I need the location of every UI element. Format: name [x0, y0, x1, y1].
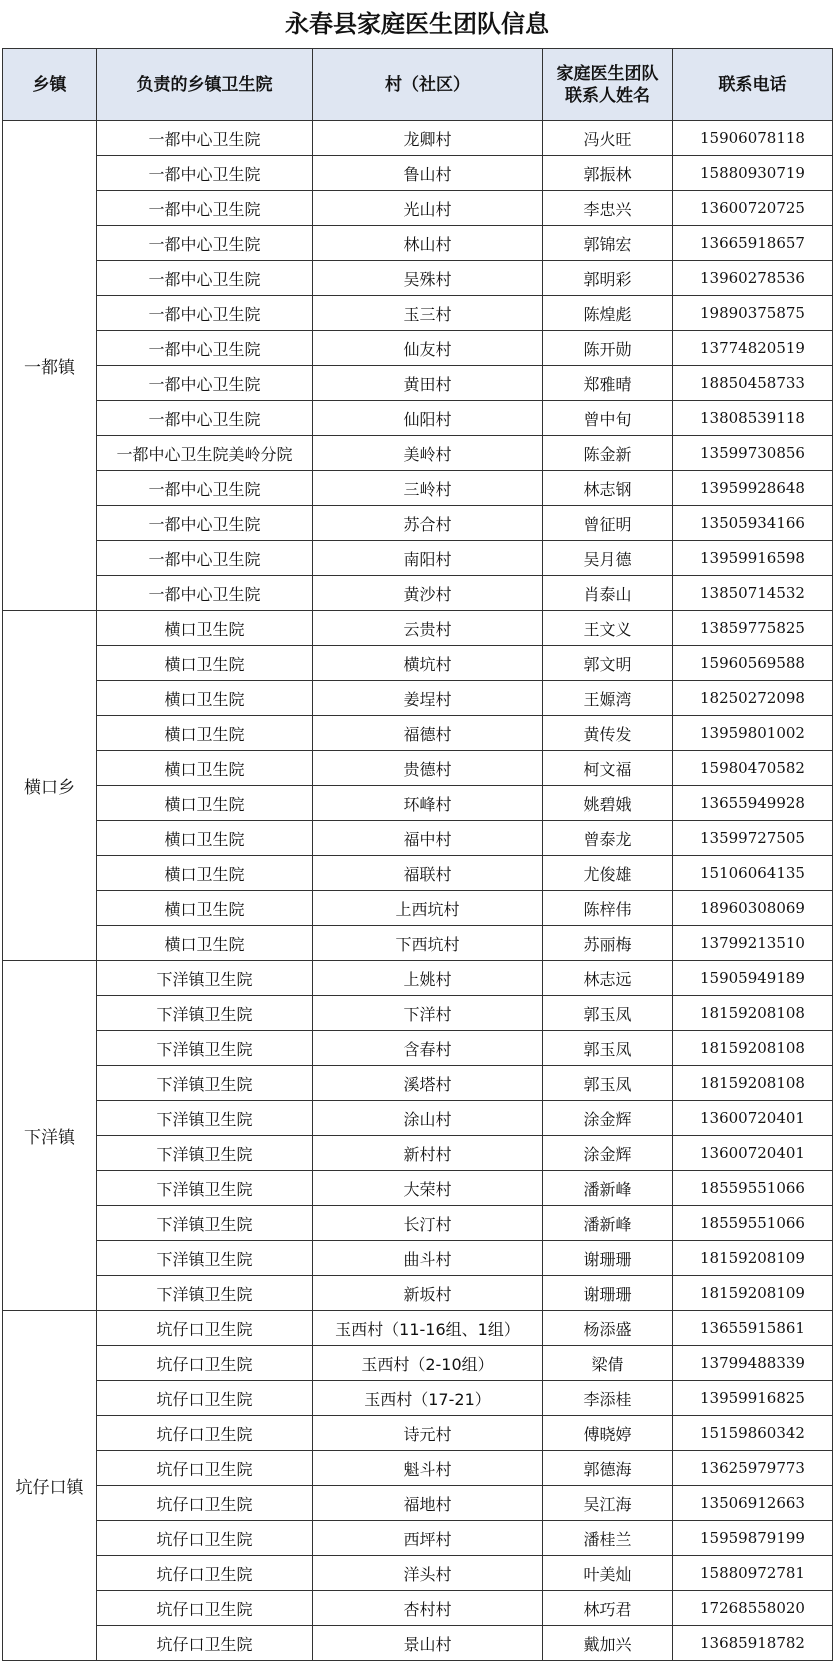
table-row	[3, 226, 833, 261]
village-cell: 云贵村	[313, 611, 543, 646]
contact-cell: 陈开勋	[543, 331, 673, 366]
table-row	[3, 1241, 833, 1276]
contact-cell: 吴江海	[543, 1486, 673, 1521]
contact-cell: 涂金辉	[543, 1101, 673, 1136]
table-row	[3, 121, 833, 156]
contact-cell: 梁倩	[543, 1346, 673, 1381]
phone-cell: 13959801002	[673, 716, 833, 751]
contact-cell: 陈梓伟	[543, 891, 673, 926]
contact-cell: 吴月德	[543, 541, 673, 576]
village-cell: 三岭村	[313, 471, 543, 506]
phone-cell: 18250272098	[673, 681, 833, 716]
town-cell: 横口乡	[3, 611, 97, 961]
hospital-cell: 一都中心卫生院	[97, 471, 313, 506]
village-cell: 溪塔村	[313, 1066, 543, 1101]
table-row	[3, 716, 833, 751]
village-cell: 洋头村	[313, 1556, 543, 1591]
contact-cell: 曾泰龙	[543, 821, 673, 856]
hospital-cell: 坑仔口卫生院	[97, 1346, 313, 1381]
phone-cell: 15906078118	[673, 121, 833, 156]
phone-cell: 13506912663	[673, 1486, 833, 1521]
table-row	[3, 891, 833, 926]
hospital-cell: 横口卫生院	[97, 821, 313, 856]
phone-cell: 13599730856	[673, 436, 833, 471]
phone-cell: 13600720401	[673, 1101, 833, 1136]
header-contact-line2: 联系人姓名	[565, 85, 650, 106]
phone-cell: 13850714532	[673, 576, 833, 611]
village-cell: 龙卿村	[313, 121, 543, 156]
hospital-cell: 下洋镇卫生院	[97, 1276, 313, 1311]
phone-cell: 13799488339	[673, 1346, 833, 1381]
contact-cell: 郭锦宏	[543, 226, 673, 261]
contact-cell: 郭德海	[543, 1451, 673, 1486]
village-cell: 下洋村	[313, 996, 543, 1031]
contact-cell: 陈煌彪	[543, 296, 673, 331]
table-row	[3, 436, 833, 471]
phone-cell: 13655949928	[673, 786, 833, 821]
contact-cell: 郭文明	[543, 646, 673, 681]
village-cell: 姜埕村	[313, 681, 543, 716]
village-cell: 玉西村（17-21）	[313, 1381, 543, 1416]
phone-cell: 15980470582	[673, 751, 833, 786]
hospital-cell: 下洋镇卫生院	[97, 1241, 313, 1276]
table-row	[3, 506, 833, 541]
table-row	[3, 1486, 833, 1521]
hospital-cell: 坑仔口卫生院	[97, 1556, 313, 1591]
village-cell: 新坂村	[313, 1276, 543, 1311]
hospital-cell: 坑仔口卫生院	[97, 1381, 313, 1416]
hospital-cell: 一都中心卫生院美岭分院	[97, 436, 313, 471]
village-cell: 仙阳村	[313, 401, 543, 436]
header-row	[3, 49, 833, 121]
village-cell: 福地村	[313, 1486, 543, 1521]
hospital-cell: 坑仔口卫生院	[97, 1311, 313, 1346]
contact-cell: 苏丽梅	[543, 926, 673, 961]
village-cell: 南阳村	[313, 541, 543, 576]
hospital-cell: 坑仔口卫生院	[97, 1486, 313, 1521]
hospital-cell: 一都中心卫生院	[97, 401, 313, 436]
table-row	[3, 1171, 833, 1206]
table-row	[3, 576, 833, 611]
village-cell: 贵德村	[313, 751, 543, 786]
phone-cell: 13625979773	[673, 1451, 833, 1486]
table-row	[3, 961, 833, 996]
village-cell: 吴殊村	[313, 261, 543, 296]
contact-cell: 郭振林	[543, 156, 673, 191]
village-cell: 福中村	[313, 821, 543, 856]
phone-cell: 13959916825	[673, 1381, 833, 1416]
village-cell: 涂山村	[313, 1101, 543, 1136]
table-row	[3, 1206, 833, 1241]
village-cell: 诗元村	[313, 1416, 543, 1451]
village-cell: 魁斗村	[313, 1451, 543, 1486]
hospital-cell: 下洋镇卫生院	[97, 1171, 313, 1206]
table-row	[3, 646, 833, 681]
family-doctor-table	[2, 48, 833, 1661]
village-cell: 上西坑村	[313, 891, 543, 926]
phone-cell: 13960278536	[673, 261, 833, 296]
table-row	[3, 1381, 833, 1416]
contact-cell: 陈金新	[543, 436, 673, 471]
contact-cell: 曾中旬	[543, 401, 673, 436]
table-row	[3, 611, 833, 646]
village-cell: 杏村村	[313, 1591, 543, 1626]
phone-cell: 15960569588	[673, 646, 833, 681]
hospital-cell: 一都中心卫生院	[97, 296, 313, 331]
contact-cell: 潘新峰	[543, 1206, 673, 1241]
phone-cell: 13505934166	[673, 506, 833, 541]
phone-cell: 17268558020	[673, 1591, 833, 1626]
table-row	[3, 821, 833, 856]
village-cell: 长汀村	[313, 1206, 543, 1241]
phone-cell: 18159208108	[673, 996, 833, 1031]
contact-cell: 冯火旺	[543, 121, 673, 156]
phone-cell: 18159208108	[673, 1031, 833, 1066]
table-row	[3, 1556, 833, 1591]
table-row	[3, 1066, 833, 1101]
header-contact	[543, 49, 673, 121]
hospital-cell: 坑仔口卫生院	[97, 1416, 313, 1451]
table-row	[3, 1276, 833, 1311]
contact-cell: 郑雅晴	[543, 366, 673, 401]
hospital-cell: 一都中心卫生院	[97, 366, 313, 401]
contact-cell: 李忠兴	[543, 191, 673, 226]
village-cell: 玉西村（11-16组、1组）	[313, 1311, 543, 1346]
table-row	[3, 1346, 833, 1381]
hospital-cell: 下洋镇卫生院	[97, 961, 313, 996]
contact-cell: 林巧君	[543, 1591, 673, 1626]
hospital-cell: 下洋镇卫生院	[97, 1206, 313, 1241]
phone-cell: 15106064135	[673, 856, 833, 891]
phone-cell: 18559551066	[673, 1171, 833, 1206]
town-cell: 坑仔口镇	[3, 1311, 97, 1661]
phone-cell: 13665918657	[673, 226, 833, 261]
village-cell: 福联村	[313, 856, 543, 891]
table-row	[3, 1031, 833, 1066]
table-row	[3, 926, 833, 961]
village-cell: 大荣村	[313, 1171, 543, 1206]
village-cell: 福德村	[313, 716, 543, 751]
phone-cell: 18960308069	[673, 891, 833, 926]
contact-cell: 谢珊珊	[543, 1241, 673, 1276]
contact-cell: 姚碧娥	[543, 786, 673, 821]
phone-cell: 13859775825	[673, 611, 833, 646]
hospital-cell: 一都中心卫生院	[97, 261, 313, 296]
contact-cell: 林志钢	[543, 471, 673, 506]
village-cell: 环峰村	[313, 786, 543, 821]
village-cell: 曲斗村	[313, 1241, 543, 1276]
phone-cell: 19890375875	[673, 296, 833, 331]
contact-cell: 王嫄湾	[543, 681, 673, 716]
village-cell: 玉西村（2-10组）	[313, 1346, 543, 1381]
header-town: 乡镇	[3, 49, 97, 121]
table-row	[3, 261, 833, 296]
table-row	[3, 681, 833, 716]
table-row	[3, 191, 833, 226]
table-row	[3, 786, 833, 821]
village-cell: 光山村	[313, 191, 543, 226]
hospital-cell: 一都中心卫生院	[97, 576, 313, 611]
table-row	[3, 401, 833, 436]
hospital-cell: 一都中心卫生院	[97, 541, 313, 576]
header-village: 村（社区）	[313, 49, 543, 121]
phone-cell: 13655915861	[673, 1311, 833, 1346]
phone-cell: 13959928648	[673, 471, 833, 506]
hospital-cell: 下洋镇卫生院	[97, 1031, 313, 1066]
contact-cell: 戴加兴	[543, 1626, 673, 1661]
phone-cell: 13808539118	[673, 401, 833, 436]
village-cell: 含春村	[313, 1031, 543, 1066]
contact-cell: 柯文福	[543, 751, 673, 786]
hospital-cell: 下洋镇卫生院	[97, 1101, 313, 1136]
table-row	[3, 296, 833, 331]
hospital-cell: 下洋镇卫生院	[97, 1066, 313, 1101]
contact-cell: 肖泰山	[543, 576, 673, 611]
table-row	[3, 856, 833, 891]
phone-cell: 15159860342	[673, 1416, 833, 1451]
contact-cell: 杨添盛	[543, 1311, 673, 1346]
hospital-cell: 横口卫生院	[97, 891, 313, 926]
contact-cell: 潘新峰	[543, 1171, 673, 1206]
village-cell: 黄田村	[313, 366, 543, 401]
village-cell: 鲁山村	[313, 156, 543, 191]
hospital-cell: 横口卫生院	[97, 751, 313, 786]
phone-cell: 13799213510	[673, 926, 833, 961]
contact-cell: 黄传发	[543, 716, 673, 751]
village-cell: 景山村	[313, 1626, 543, 1661]
hospital-cell: 坑仔口卫生院	[97, 1626, 313, 1661]
contact-cell: 傅晓婷	[543, 1416, 673, 1451]
phone-cell: 13685918782	[673, 1626, 833, 1661]
phone-cell: 13600720725	[673, 191, 833, 226]
village-cell: 黄沙村	[313, 576, 543, 611]
contact-cell: 潘桂兰	[543, 1521, 673, 1556]
phone-cell: 13959916598	[673, 541, 833, 576]
table-row	[3, 1101, 833, 1136]
phone-cell: 13599727505	[673, 821, 833, 856]
phone-cell: 18559551066	[673, 1206, 833, 1241]
village-cell: 玉三村	[313, 296, 543, 331]
contact-cell: 郭玉凤	[543, 996, 673, 1031]
hospital-cell: 横口卫生院	[97, 786, 313, 821]
phone-cell: 13600720401	[673, 1136, 833, 1171]
phone-cell: 18159208108	[673, 1066, 833, 1101]
hospital-cell: 一都中心卫生院	[97, 226, 313, 261]
table-row	[3, 1521, 833, 1556]
village-cell: 仙友村	[313, 331, 543, 366]
hospital-cell: 一都中心卫生院	[97, 191, 313, 226]
hospital-cell: 下洋镇卫生院	[97, 996, 313, 1031]
table-row	[3, 1626, 833, 1661]
hospital-cell: 一都中心卫生院	[97, 156, 313, 191]
phone-cell: 15880972781	[673, 1556, 833, 1591]
village-cell: 新村村	[313, 1136, 543, 1171]
hospital-cell: 一都中心卫生院	[97, 506, 313, 541]
contact-cell: 涂金辉	[543, 1136, 673, 1171]
table-row	[3, 1311, 833, 1346]
village-cell: 下西坑村	[313, 926, 543, 961]
village-cell: 横坑村	[313, 646, 543, 681]
phone-cell: 18159208109	[673, 1241, 833, 1276]
contact-cell: 尤俊雄	[543, 856, 673, 891]
table-row	[3, 541, 833, 576]
header-contact-line1: 家庭医生团队	[556, 63, 659, 84]
hospital-cell: 下洋镇卫生院	[97, 1136, 313, 1171]
hospital-cell: 横口卫生院	[97, 926, 313, 961]
phone-cell: 18850458733	[673, 366, 833, 401]
village-cell: 上姚村	[313, 961, 543, 996]
hospital-cell: 横口卫生院	[97, 646, 313, 681]
village-cell: 西坪村	[313, 1521, 543, 1556]
contact-cell: 谢珊珊	[543, 1276, 673, 1311]
table-row	[3, 996, 833, 1031]
table-row	[3, 471, 833, 506]
page-title: 永春县家庭医生团队信息	[285, 9, 549, 38]
table-row	[3, 331, 833, 366]
town-cell: 下洋镇	[3, 961, 97, 1311]
contact-cell: 郭玉凤	[543, 1066, 673, 1101]
table-row	[3, 1416, 833, 1451]
contact-cell: 郭明彩	[543, 261, 673, 296]
contact-cell: 林志远	[543, 961, 673, 996]
hospital-cell: 一都中心卫生院	[97, 331, 313, 366]
table-row	[3, 366, 833, 401]
table-row	[3, 1451, 833, 1486]
hospital-cell: 一都中心卫生院	[97, 121, 313, 156]
contact-cell: 曾征明	[543, 506, 673, 541]
header-hospital: 负责的乡镇卫生院	[97, 49, 313, 121]
village-cell: 林山村	[313, 226, 543, 261]
phone-cell: 15880930719	[673, 156, 833, 191]
hospital-cell: 坑仔口卫生院	[97, 1591, 313, 1626]
contact-cell: 李添桂	[543, 1381, 673, 1416]
contact-cell: 王文义	[543, 611, 673, 646]
contact-cell: 郭玉凤	[543, 1031, 673, 1066]
hospital-cell: 横口卫生院	[97, 611, 313, 646]
village-cell: 苏合村	[313, 506, 543, 541]
hospital-cell: 横口卫生院	[97, 716, 313, 751]
table-row	[3, 751, 833, 786]
header-phone: 联系电话	[673, 49, 833, 121]
hospital-cell: 坑仔口卫生院	[97, 1451, 313, 1486]
phone-cell: 18159208109	[673, 1276, 833, 1311]
table-row	[3, 1591, 833, 1626]
contact-cell: 叶美灿	[543, 1556, 673, 1591]
hospital-cell: 坑仔口卫生院	[97, 1521, 313, 1556]
town-cell: 一都镇	[3, 121, 97, 611]
phone-cell: 15959879199	[673, 1521, 833, 1556]
phone-cell: 13774820519	[673, 331, 833, 366]
hospital-cell: 横口卫生院	[97, 856, 313, 891]
table-row	[3, 1136, 833, 1171]
hospital-cell: 横口卫生院	[97, 681, 313, 716]
village-cell: 美岭村	[313, 436, 543, 471]
table-row	[3, 156, 833, 191]
phone-cell: 15905949189	[673, 961, 833, 996]
